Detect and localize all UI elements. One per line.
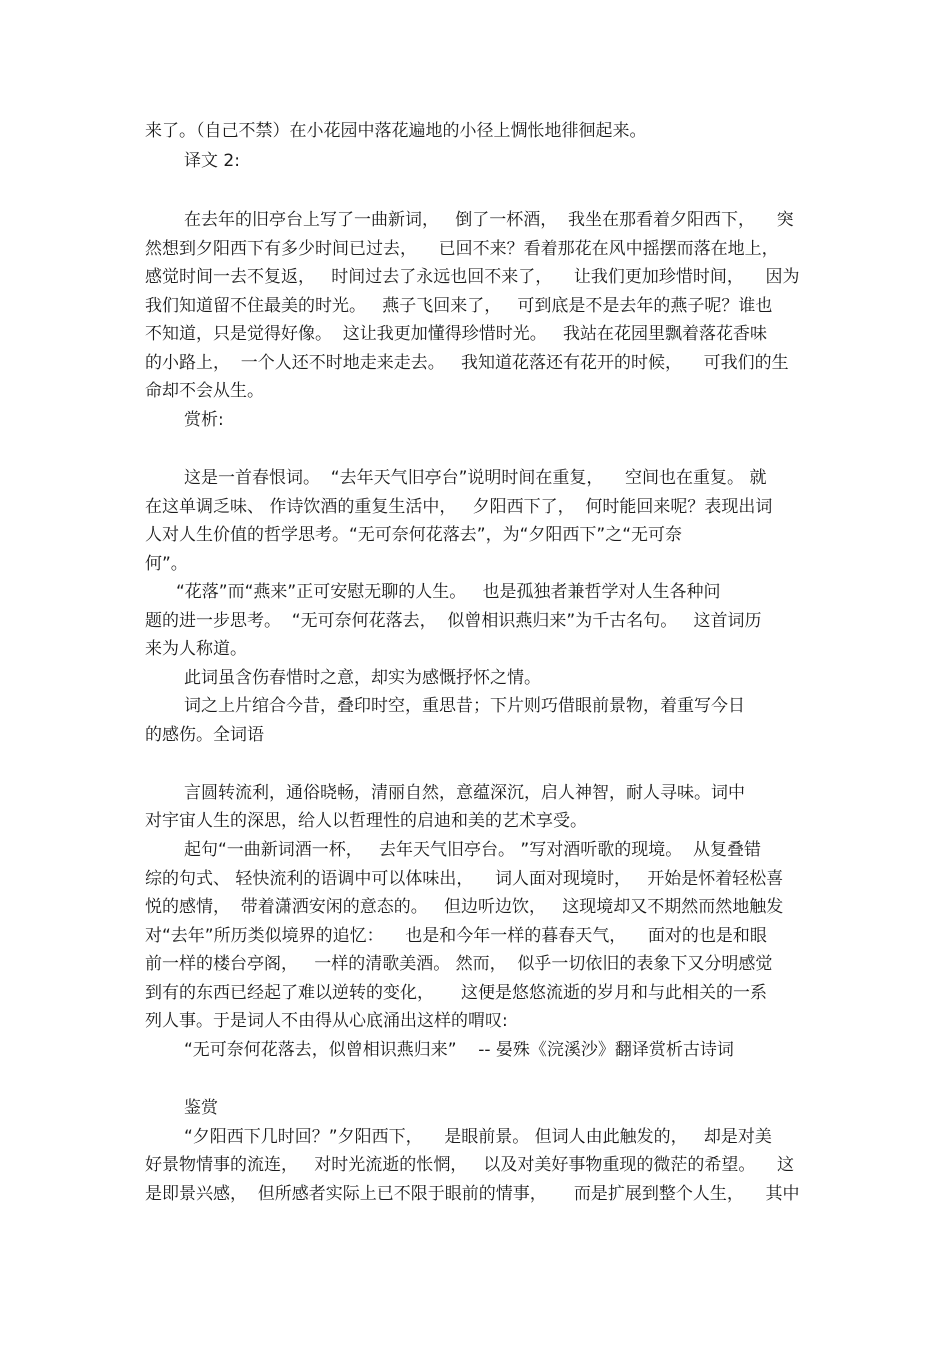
text-line: 词之上片绾合今昔，叠印时空，重思昔；下片则巧借眼前景物，着重写今日 (184, 696, 745, 716)
text-line: 我们知道留不住最美的时光。 燕子飞回来了， 可到底是不是去年的燕子呢？谁也 (145, 296, 773, 316)
text-line: 到有的东西已经起了难以逆转的变化， 这便是悠悠流逝的岁月和与此相关的一系 (145, 983, 768, 1003)
text-line: 然想到夕阳西下有多少时间已过去， 已回不来？看着那花在风中摇摆而落在地上， (145, 239, 779, 259)
section-heading-translation-2: 译文 2: (184, 151, 240, 171)
text-line: 好景物情事的流连， 对时光流逝的怅惘， 以及对美好事物重现的微茫的希望。 这 (145, 1155, 795, 1175)
text-line: 起句“一曲新词酒一杯， 去年天气旧亭台。 ”写对酒听歌的现境。 从复叠错 (184, 840, 762, 860)
text-line: “夕阳西下几时回？”夕阳西下， 是眼前景。 但词人由此触发的， 却是对美 (184, 1127, 772, 1147)
text-line: 不知道，只是觉得好像。 这让我更加懂得珍惜时光。 我站在花园里飘着落花香味 (145, 324, 768, 344)
text-line: 综的句式、 轻快流利的语调中可以体味出， 词人面对现境时， 开始是怀着轻松喜 (145, 869, 784, 889)
text-line: 来为人称道。 (145, 639, 247, 659)
text-line: 前一样的楼台亭阁， 一样的清歌美酒。 然而， 似乎一切依旧的表象下又分明感觉 (145, 954, 773, 974)
text-line: 对宇宙人生的深思，给人以哲理性的启迪和美的艺术享受。 (145, 811, 587, 831)
text-line: 这是一首春恨词。 “去年天气旧亭台”说明时间在重复， 空间也在重复。 就 (184, 468, 767, 488)
text-line: “花落”而“燕来”正可安慰无聊的人生。 也是孤独者兼哲学对人生各种问 (176, 582, 721, 602)
section-heading-appreciation: 赏析: (184, 410, 224, 430)
text-line: 悦的感情， 带着潇洒安闲的意态的。 但边听边饮， 这现境却又不期然而然地触发 (145, 897, 784, 917)
text-line: 在去年的旧亭台上写了一曲新词， 倒了一杯酒， 我坐在那看着夕阳西下， 突 (184, 210, 794, 230)
text-line: 言圆转流利，通俗晓畅，清丽自然，意蕴深沉，启人神智，耐人寻味。词中 (184, 783, 745, 803)
text-line: 对“去年”所历类似境界的追忆： 也是和今年一样的暮春天气， 面对的也是和眼 (145, 926, 767, 946)
text-line: 何”。 (145, 554, 188, 574)
text-line: 此词虽含伤春惜时之意，却实为感慨抒怀之情。 (184, 668, 541, 688)
section-heading-appreciation-2: 鉴赏 (184, 1098, 218, 1118)
text-line: 的小路上， 一个人还不时地走来走去。 我知道花落还有花开的时候， 可我们的生 (145, 353, 789, 373)
text-line: 来了。（自己不禁）在小花园中落花遍地的小径上惆怅地徘徊起来。 (145, 121, 647, 141)
text-line: 命却不会从生。 (145, 381, 264, 401)
quote-title-line: “无可奈何花落去，似曾相识燕归来” -- 晏殊《浣溪沙》翻译赏析古诗词 (184, 1040, 734, 1060)
text-line: 在这单调乏味、 作诗饮酒的重复生活中， 夕阳西下了， 何时能回来呢？表现出词 (145, 497, 773, 517)
text-line: 列人事。于是词人不由得从心底涌出这样的喟叹: (145, 1011, 508, 1031)
text-line: 感觉时间一去不复返， 时间过去了永远也回不来了， 让我们更加珍惜时间， 因为 (145, 267, 800, 287)
text-line: 题的进一步思考。 “无可奈何花落去， 似曾相识燕归来”为千古名句。 这首词历 (145, 611, 762, 631)
text-line: 是即景兴感， 但所感者实际上已不限于眼前的情事， 而是扩展到整个人生， 其中 (145, 1184, 800, 1204)
text-line: 人对人生价值的哲学思考。“无可奈何花落去”，为“夕阳西下”之“无可奈 (145, 525, 683, 545)
text-line: 的感伤。全词语 (145, 725, 264, 745)
